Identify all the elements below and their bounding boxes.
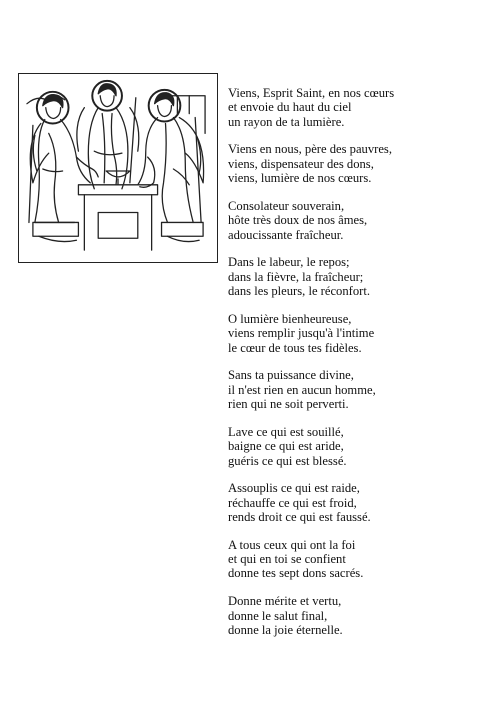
verse-line: réchauffe ce qui est froid, — [228, 495, 357, 510]
verse-line: A tous ceux qui ont la foi — [228, 537, 356, 552]
verse-line: Donne mérite et vertu, — [228, 594, 342, 609]
verse-line: adoucissante fraîcheur. — [228, 227, 344, 242]
verse-line: Consolateur souverain, — [228, 198, 345, 213]
stanza-2 — [228, 142, 478, 185]
stanza-1 — [228, 86, 478, 129]
verse-line: Assouplis ce qui est raide, — [228, 481, 360, 496]
verse-line: O lumière bienheureuse, — [228, 311, 352, 326]
verse-line: Viens en nous, père des pauvres, — [228, 142, 392, 157]
stanza-8 — [228, 481, 478, 524]
verse-line: donne le salut final, — [228, 608, 328, 623]
verse-line: viens, dispensateur des dons, — [228, 156, 374, 171]
verse-line: viens, lumière de nos cœurs. — [228, 171, 372, 186]
verse-line: donne tes sept dons sacrés. — [228, 566, 364, 581]
verse-line: guéris ce qui est blessé. — [228, 453, 347, 468]
trinity-illustration — [18, 73, 218, 263]
stanza-6 — [228, 368, 478, 411]
stanza-10 — [228, 594, 478, 637]
verse-line: baigne ce qui est aride, — [228, 439, 344, 454]
verse-line: un rayon de ta lumière. — [228, 114, 345, 129]
stanza-4 — [228, 255, 478, 298]
stanza-5 — [228, 312, 478, 355]
hymn-text — [228, 86, 478, 651]
verse-line: et envoie du haut du ciel — [228, 100, 352, 115]
verse-line: Lave ce qui est souillé, — [228, 424, 344, 439]
verse-line: rends droit ce qui est faussé. — [228, 509, 371, 524]
verse-line: Dans le labeur, le repos; — [228, 255, 350, 270]
verse-line: rien qui ne soit perverti. — [228, 397, 349, 412]
verse-line: et qui en toi se confient — [228, 552, 346, 567]
stanza-7 — [228, 425, 478, 468]
stanza-9 — [228, 538, 478, 581]
verse-line: dans la fièvre, la fraîcheur; — [228, 269, 364, 284]
verse-line: Viens, Esprit Saint, en nos cœurs — [228, 86, 395, 100]
verse-line: donne la joie éternelle. — [228, 622, 343, 637]
verse-line: dans les pleurs, le réconfort. — [228, 284, 370, 299]
trinity-icon — [19, 74, 217, 262]
verse-line: Sans ta puissance divine, — [228, 368, 354, 383]
verse-line: le cœur de tous tes fidèles. — [228, 340, 362, 355]
stanza-3 — [228, 199, 478, 242]
verse-line: viens remplir jusqu'à l'intime — [228, 326, 375, 341]
verse-line: il n'est rien en aucun homme, — [228, 382, 376, 397]
verse-line: hôte très doux de nos âmes, — [228, 213, 368, 228]
